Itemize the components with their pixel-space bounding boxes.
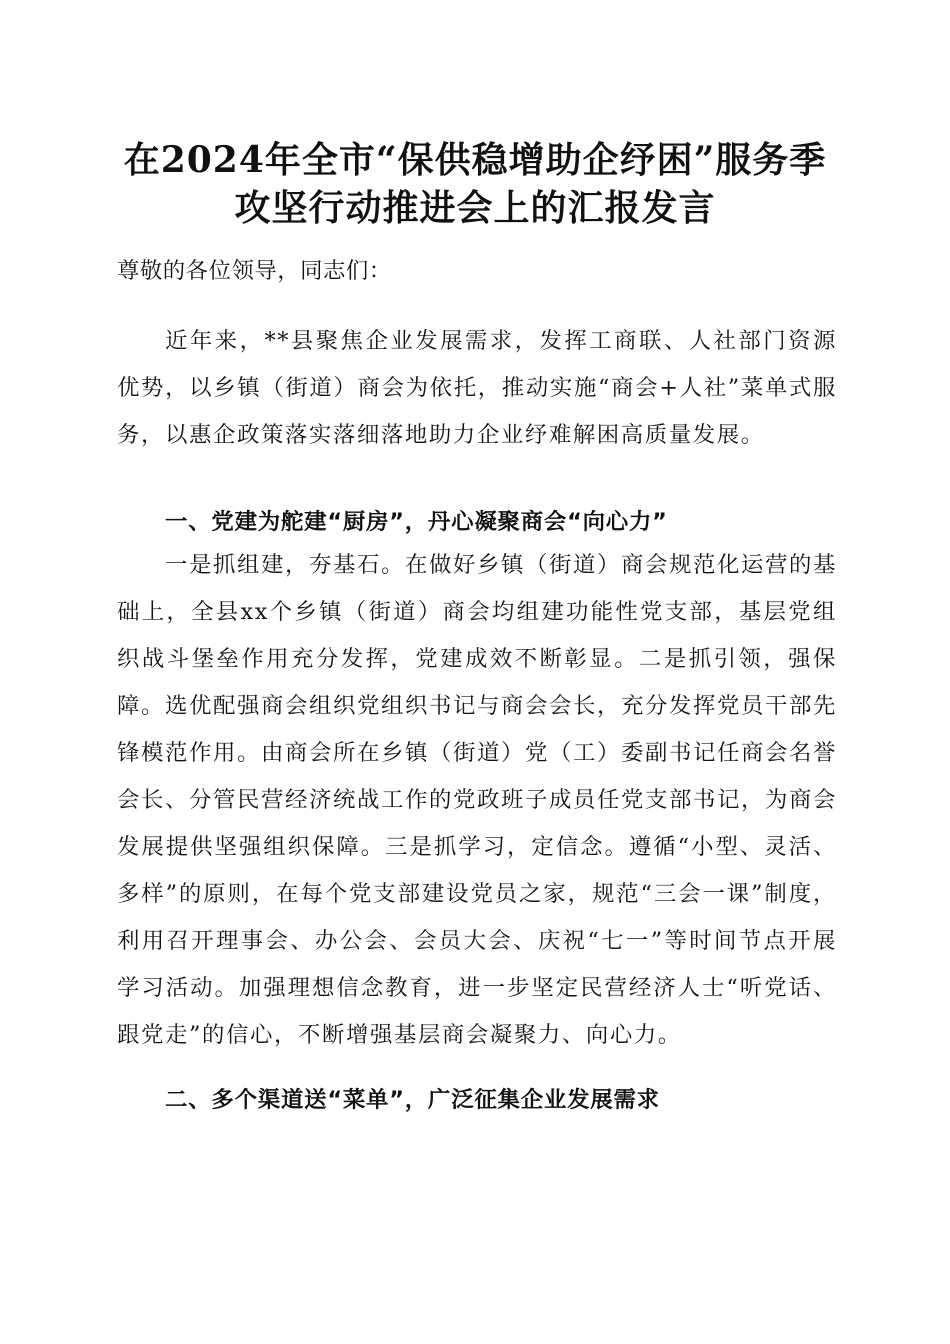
greeting: 尊敬的各位领导，同志们： (117, 258, 392, 284)
section-heading-1: 一、党建为舵建“厨房”，丹心凝聚商会“向心力” (165, 509, 668, 535)
document-title-line-1: 在2024年全市“保供稳增助企纾困”服务季 (123, 139, 827, 181)
document-title-line-2: 攻坚行动推进会上的汇报发言 (234, 187, 716, 229)
section-1-paragraph: 一是抓组建，夯基石。在做好乡镇（街道）商会规范化运营的基础上，全县xx个乡镇（街道）商会均组建功能性党支部，基层党组织战斗堡垒作用充分发挥，党建成效不断彰显。二是抓引领，强保障。选优配强商会组织党组织书记与商会会长，充分发挥党员干部先锋模范作用。由商会所在乡镇（街道）党（工）委副书记任商会名誉会长、分管民营经济统战工作的党政班子成员任党支部书记，为商会发展提供坚强组织保障。三是抓学习，定信念。遵循“小型、灵活、多样”的原则，在每个党支部建设党员之家，规范“三会一课”制度，利用召开理事会、办公会、会员大会、庆祝“七一”等时间节点开展学习活动。加强理想信念教育，进一步坚定民营经济人士“听党话、跟党走”的信心，不断增强基层商会凝聚力、向心力。 (117, 552, 837, 1048)
intro-paragraph: 近年来，**县聚焦企业发展需求，发挥工商联、人社部门资源优势，以乡镇（街道）商会为依托，推动实施“商会+人社”菜单式服务，以惠企政策落实落细落地助力企业纾难解困高质量发展。 (117, 328, 837, 448)
section-heading-2: 二、多个渠道送“菜单”，广泛征集企业发展需求 (165, 1087, 660, 1113)
